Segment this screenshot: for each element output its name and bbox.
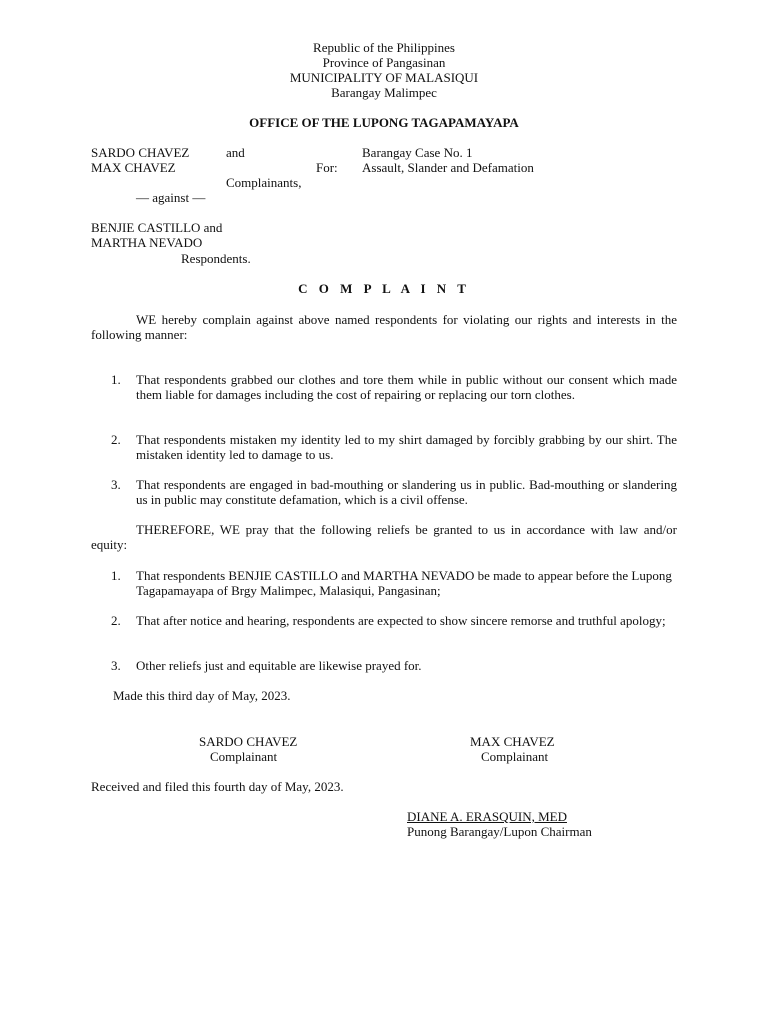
header-barangay: Barangay Malimpec	[331, 85, 437, 100]
signatory-right-name: MAX CHAVEZ	[470, 734, 555, 749]
allegation-text: That respondents mistaken my identity led to my shirt damaged by forcibly grabbing by our shirt. The mistaken identity led to damage to us.	[136, 432, 677, 462]
against-divider: — against —	[136, 190, 206, 205]
office-title: OFFICE OF THE LUPONG TAGAPAMAYAPA	[249, 115, 519, 130]
signatory-left-name: SARDO CHAVEZ	[199, 734, 298, 749]
relief-number: 1.	[111, 568, 121, 583]
case-subject: Assault, Slander and Defamation	[362, 160, 534, 175]
signatory-left-role: Complainant	[210, 749, 278, 764]
respondent-2: MARTHA NEVADO	[91, 235, 203, 250]
relief-text: Other reliefs just and equitable are likewise prayed for.	[136, 658, 422, 673]
chairman-name: DIANE A. ERASQUIN, MED	[407, 809, 567, 824]
complainant-2: MAX CHAVEZ	[91, 160, 176, 175]
and-word: and	[226, 145, 245, 160]
allegation-number: 2.	[111, 432, 121, 447]
relief-number: 2.	[111, 613, 121, 628]
respondents-label: Respondents.	[181, 251, 251, 266]
signatory-right-role: Complainant	[481, 749, 549, 764]
allegation-text: That respondents are engaged in bad-mouthing or slandering us in public. Bad-mouthing or slandering us in public may constitute defamation, which is a civil offense.	[136, 477, 677, 507]
header-republic: Republic of the Philippines	[313, 40, 455, 55]
complaint-title: C O M P L A I N T	[298, 281, 470, 296]
chairman-title: Punong Barangay/Lupon Chairman	[407, 824, 592, 839]
relief-text: That after notice and hearing, respondents are expected to show sincere remorse and truthful apology;	[136, 613, 666, 628]
relief-text: That respondents BENJIE CASTILLO and MARTHA NEVADO be made to appear before the Lupong Tagapamayapa of Brgy Malimpec, Malasiqui, Pangasinan;	[136, 568, 672, 598]
respondent-1: BENJIE CASTILLO and	[91, 220, 223, 235]
case-number: Barangay Case No. 1	[362, 145, 473, 160]
for-label: For:	[316, 160, 338, 175]
complainants-label: Complainants,	[226, 175, 302, 190]
relief-number: 3.	[111, 658, 121, 673]
made-date: Made this third day of May, 2023.	[113, 688, 291, 703]
header-province: Province of Pangasinan	[322, 55, 446, 70]
received-line: Received and filed this fourth day of May, 2023.	[91, 779, 344, 794]
intro-paragraph: WE hereby complain against above named respondents for violating our rights and interests in the following manner:	[91, 312, 677, 342]
prayer-paragraph: THEREFORE, WE pray that the following reliefs be granted to us in accordance with law and/or equity:	[91, 522, 677, 552]
allegation-text: That respondents grabbed our clothes and tore them while in public without our consent which made them liable for damages including the cost of repairing or replacing our torn clothes.	[136, 372, 677, 402]
allegation-number: 3.	[111, 477, 121, 492]
header-municipality: MUNICIPALITY OF MALASIQUI	[289, 70, 479, 85]
allegation-number: 1.	[111, 372, 121, 387]
complainant-1: SARDO CHAVEZ	[91, 145, 190, 160]
